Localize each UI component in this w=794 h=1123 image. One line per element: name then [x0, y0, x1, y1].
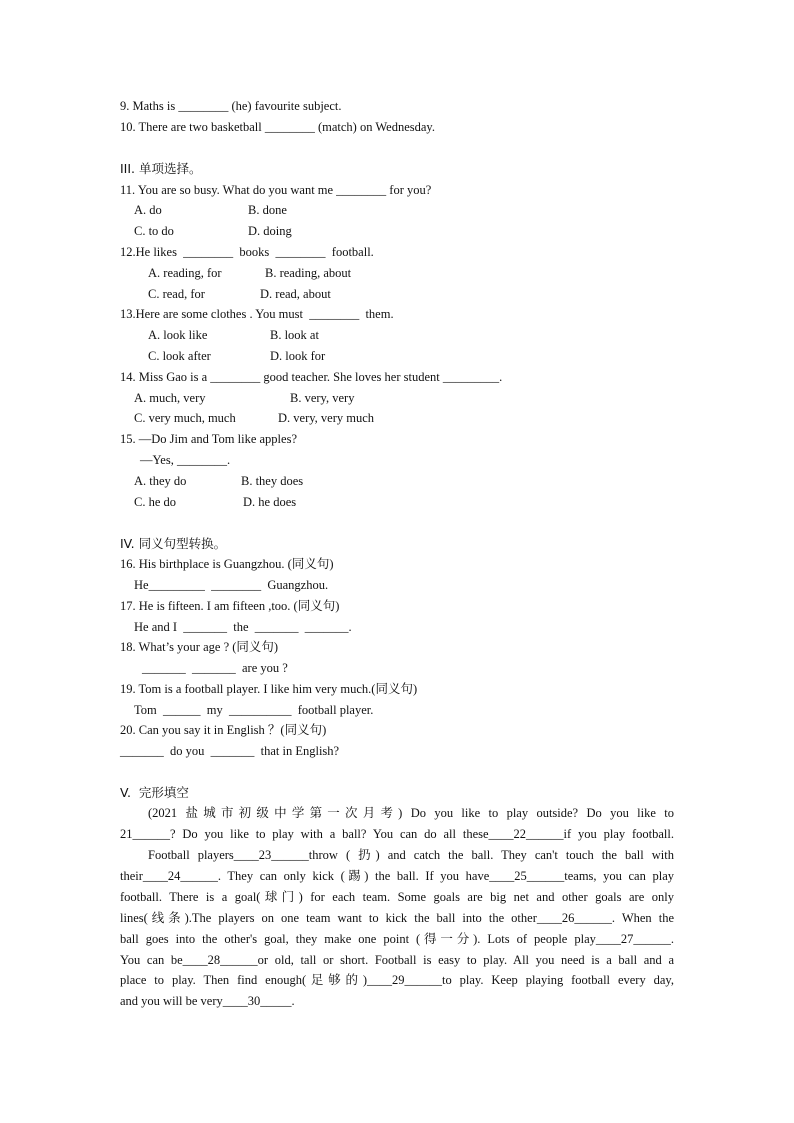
question-14-option-b: B. very, very [290, 391, 355, 405]
cloze-line-10: and you will be very____30_____. [120, 994, 295, 1008]
question-11-option-b: B. done [248, 203, 287, 217]
cloze-line-9: place to play. Then find enough(足够的)____29______to play. Keep playing football every day, [120, 973, 674, 987]
question-14-option-a: A. much, very [134, 391, 206, 405]
question-12-option-d: D. read, about [260, 287, 331, 301]
section-4-heading: IV. 同义句型转换。 [120, 536, 227, 551]
question-16-answer: He_________ ________ Guangzhou. [134, 578, 329, 592]
question-13-option-d: D. look for [270, 349, 326, 363]
question-17-answer: He and I _______ the _______ _______. [134, 620, 352, 634]
question-15-option-b: B. they does [241, 474, 304, 488]
cloze-line-5: football. There is a goal(球门) for each team. Some goals are big net and other goals are only [120, 890, 674, 904]
question-12-option-b: B. reading, about [265, 266, 352, 280]
question-15-option-d: D. he does [243, 495, 297, 509]
question-16-stem: 16. His birthplace is Guangzhou. (同义句) [120, 557, 334, 571]
question-13-option-b: B. look at [270, 328, 319, 342]
question-20-stem: 20. Can you say it in English ？(同义句) [120, 723, 327, 737]
question-19-stem: 19. Tom is a football player. I like him very much.(同义句) [120, 682, 418, 696]
question-14-stem: 14. Miss Gao is a ________ good teacher. She loves her student _________. [120, 370, 503, 384]
question-11-option-a: A. do [134, 203, 162, 217]
cloze-line-6: lines(线条).The players on one team want to kick the ball into the other____26______. When the [120, 911, 674, 925]
question-12-option-c: C. read, for [148, 287, 205, 301]
question-15-option-a: A. they do [134, 474, 187, 488]
cloze-line-3: Football players____23______throw ( 扔) and catch the ball. They can't touch the ball with [148, 848, 674, 862]
question-11-stem: 11. You are so busy. What do you want me ________ for you? [120, 183, 432, 197]
question-13-option-a: A. look like [148, 328, 208, 342]
question-15-option-c: C. he do [134, 495, 177, 509]
cloze-line-7: ball goes into the other's goal, they make one point (得一分). Lots of people play____27______. [120, 932, 674, 946]
question-9: 9. Maths is ________ (he) favourite subject. [120, 99, 342, 113]
question-11-option-c: C. to do [134, 224, 174, 238]
question-19-answer: Tom ______ my __________ football player. [134, 703, 374, 717]
question-10: 10. There are two basketball ________ (match) on Wednesday. [120, 120, 435, 134]
cloze-line-2: 21______? Do you like to play with a ball? You can do all these____22______if you play football. [120, 827, 674, 841]
cloze-line-1: (2021 盐城市初级中学第一次月考) Do you like to play outside? Do you like to [148, 806, 674, 820]
question-17-stem: 17. He is fifteen. I am fifteen ,too. (同义句) [120, 599, 340, 613]
question-15-reply: —Yes, ________. [140, 453, 231, 467]
question-13-option-c: C. look after [148, 349, 211, 363]
cloze-line-8: You can be____28______or old, tall or short. Football is easy to play. All you need is a ball and a [120, 953, 674, 967]
question-20-answer: _______ do you _______ that in English? [120, 744, 340, 758]
cloze-line-4: their____24______. They can only kick (踢) the ball. If you have____25______teams, you can play [120, 869, 674, 883]
question-14-option-d: D. very, very much [278, 411, 375, 425]
question-15-stem: 15. —Do Jim and Tom like apples? [120, 432, 297, 446]
question-13-stem: 13.Here are some clothes . You must ________ them. [120, 307, 394, 321]
section-3-heading: III. 单项选择。 [120, 161, 202, 176]
question-18-stem: 18. What’s your age ? (同义句) [120, 640, 279, 654]
question-18-answer: _______ _______ are you ? [142, 661, 288, 675]
question-12-option-a: A. reading, for [148, 266, 222, 280]
question-12-stem: 12.He likes ________ books ________ football. [120, 245, 374, 259]
question-11-option-d: D. doing [248, 224, 292, 238]
question-14-option-c: C. very much, much [134, 411, 236, 425]
section-5-heading: V. 完形填空 [120, 785, 189, 800]
